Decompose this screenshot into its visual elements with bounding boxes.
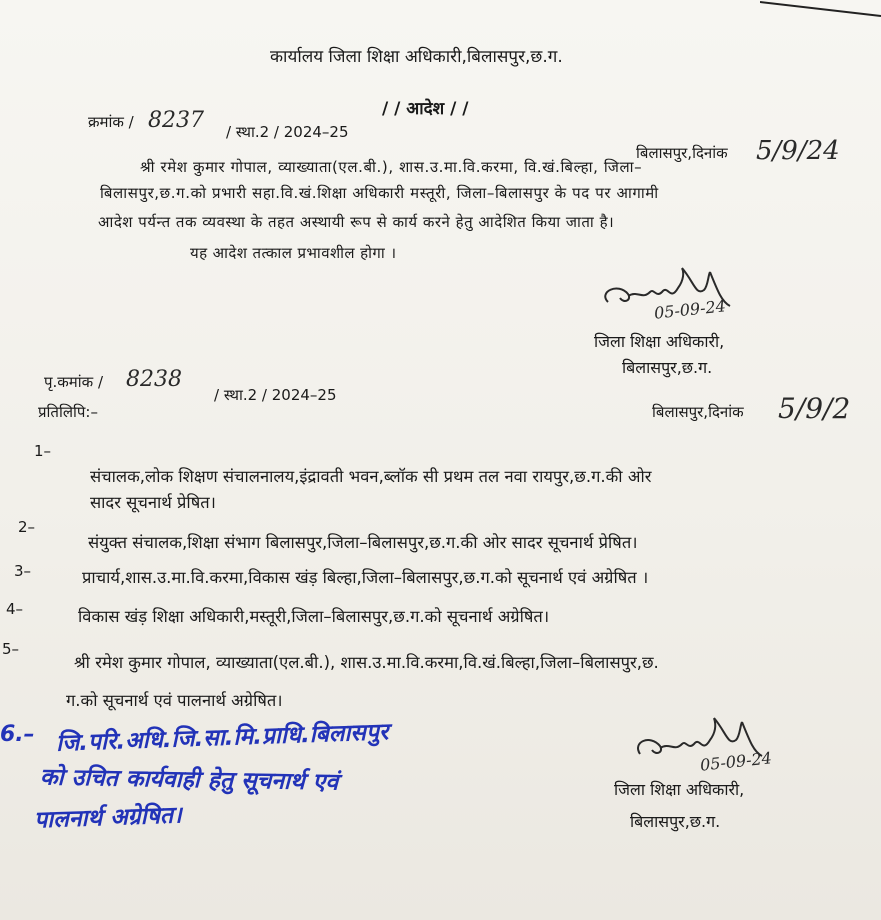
- order-ref-suffix: / स्था.2 / 2024–25: [226, 123, 349, 141]
- copy-item-5-line-2: ग.को सूचनार्थ एवं पालनार्थ अग्रेषित।: [66, 691, 283, 710]
- signature-2-place: बिलासपुर,छ.ग.: [630, 812, 721, 831]
- copy-ref-number: 8238: [126, 367, 182, 392]
- handwritten-item-line-3: पालनार्थ अग्रेषित।: [33, 802, 183, 834]
- copy-item-1-line-1: संचालक,लोक शिक्षण संचालनालय,इंद्रावती भवन,ब्लॉक सी प्रथम तल नवा रायपुर,छ.ग.की ओर: [90, 467, 652, 486]
- copy-ref-suffix: / स्था.2 / 2024–25: [214, 386, 337, 404]
- office-header: कार्यालय जिला शिक्षा अधिकारी,बिलासपुर,छ.ग.: [270, 47, 563, 67]
- order-body-line-4: यह आदेश तत्काल प्रभावशील होगा ।: [190, 244, 397, 262]
- order-ref-label: क्रमांक /: [88, 113, 134, 131]
- copy-item-4-line-1: विकास खंड़ शिक्षा अधिकारी,मस्तूरी,जिला–बिलासपुर,छ.ग.को सूचनार्थ अग्रेषित।: [78, 607, 550, 626]
- copy-item-4-number: 4–: [6, 600, 24, 618]
- copy-item-3-line-1: प्राचार्य,शास.उ.मा.वि.करमा,विकास खंड़ बिल्हा,जिला–बिलासपुर,छ.ग.को सूचनार्थ एवं अग्रेषित ।: [82, 568, 649, 587]
- copy-item-5-line-1: श्री रमेश कुमार गोपाल, व्याख्याता(एल.बी.), शास.उ.मा.वि.करमा,वि.खं.बिल्हा,जिला–बिलासपुर,छ.: [74, 653, 659, 672]
- order-ref-number: 8237: [148, 108, 204, 133]
- copy-date: 5/9/2: [778, 392, 851, 425]
- copy-item-2-number: 2–: [18, 518, 36, 536]
- order-body-line-1: श्री रमेश कुमार गोपाल, व्याख्याता(एल.बी.), शास.उ.मा.वि.करमा, वि.खं.बिल्हा, जिला–: [140, 158, 643, 176]
- handwritten-item-line-1: जि.परि.अधि.जि.सा.मि.प्राधि.बिलासपुर: [55, 719, 389, 757]
- signature-1-title: जिला शिक्षा अधिकारी,: [594, 332, 725, 351]
- order-body-line-2: बिलासपुर,छ.ग.को प्रभारी सहा.वि.खं.शिक्षा अधिकारी मस्तूरी, जिला–बिलासपुर के पद पर आगामी: [100, 184, 659, 202]
- signature-1-place: बिलासपुर,छ.ग.: [622, 358, 713, 377]
- signature-2-date: 05-09-24: [699, 748, 773, 775]
- order-date: 5/9/24: [756, 136, 840, 166]
- copy-item-3-number: 3–: [14, 562, 32, 580]
- copy-item-2-line-1: संयुक्त संचालक,शिक्षा संभाग बिलासपुर,जिला–बिलासपुर,छ.ग.की ओर सादर सूचनार्थ प्रेषित।: [88, 533, 638, 552]
- signature-2-title: जिला शिक्षा अधिकारी,: [614, 780, 745, 799]
- signature-1-date: 05-09-24: [653, 296, 727, 323]
- copy-item-5-number: 5–: [2, 640, 20, 658]
- handwritten-item-number: 6.–: [0, 722, 35, 747]
- copy-place-date-label: बिलासपुर,दिनांक: [652, 403, 744, 421]
- copy-item-1-line-2: सादर सूचनार्थ प्रेषित।: [90, 493, 216, 512]
- copy-heading: प्रतिलिपि:–: [38, 403, 98, 421]
- page-edge-line: [760, 0, 881, 20]
- order-place-date-label: बिलासपुर,दिनांक: [636, 144, 728, 162]
- order-body-line-3: आदेश पर्यन्त तक व्यवस्था के तहत अस्थायी रूप से कार्य करने हेतु आदेशित किया जाता है।: [98, 213, 615, 231]
- copy-ref-label: पृ.कमांक /: [44, 373, 104, 391]
- copy-item-1-number: 1–: [34, 442, 52, 460]
- handwritten-item-line-2: को उचित कार्यवाही हेतु सूचनार्थ एवं: [39, 764, 339, 796]
- order-title: / / आदेश / /: [382, 99, 469, 119]
